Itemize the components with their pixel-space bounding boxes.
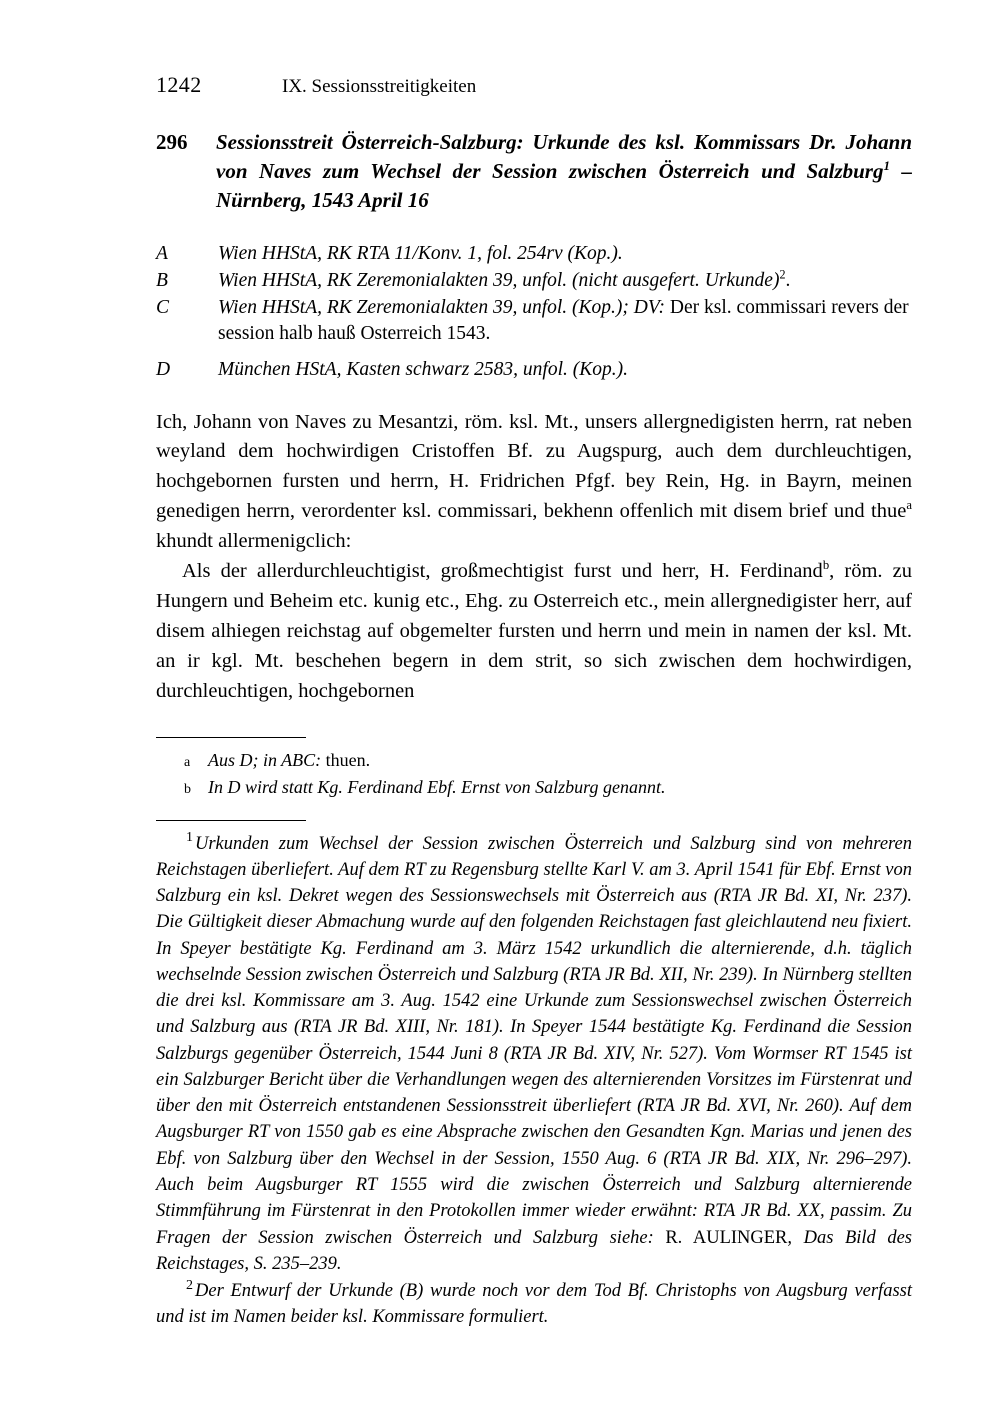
body-paragraph-2-tail: , röm. zu Hungern und Beheim etc. kunig etc., Ehg. zu Osterreich etc., mein allergnedigister herr, auf disem alhiegen reichstag auf obgemelter fursten und herrn und mein in namen der ksl. Mt. an ir kgl. Mt. beschehen begern in dem strit, so sich zwischen dem hochwirdigen, durchleuchtigen, hochgebornen [156,560,913,702]
witness-sigle: A [156,242,168,264]
witness-text-italic: Wien HHStA, RK RTA 11/Konv. 1, fol. 254rv (Kop.). [218,242,623,264]
body-footnote-marker-a: a [906,498,912,513]
running-head [156,72,912,98]
page-number: 1242 [156,72,202,97]
apparatus-rule [156,737,306,738]
witness-text [218,241,912,267]
document-title-footnote-marker: 1 [883,157,890,173]
witness-entry-d [156,357,912,383]
witness-text-roman: Der ksl. commissari revers der session halb hauß Osterreich 1543. [218,297,909,345]
document-title-date: – Nürnberg, 1543 April 16 [216,158,912,212]
footnote-1-text-tail: , Das Bild des Reichstages, S. 235–239. [156,1227,912,1274]
witness-sigle: D [156,359,171,381]
witness-text-roman: . [785,270,791,292]
witness-text-italic: Wien HHStA, RK Zeremonialakten 39, unfol. (Kop.); DV: [218,297,665,319]
footnote-rule [156,820,306,821]
witness-footnote-marker: 2 [779,267,786,282]
body-paragraph-1-text: Ich, Johann von Naves zu Mesantzi, röm. ksl. Mt., unsers allergnedigisten herrn, rat neben weyland dem hochwirdigen Cristoffen Bf. zu Augspurg, auch dem durchleuchtigen, hochgebornen fursten und herrn, H. Fridrichen Pfgf. bey Rein, Hg. in Bayrn, meinen genedigen herrn, verordenter ksl. commissari, bekhenn offenlich mit disem brief und thue [156,410,912,523]
footnote-1 [156,831,912,1278]
body-paragraph-2 [156,557,912,707]
footnote-1-number: 1 [186,830,193,846]
witness-entry-b [156,268,912,294]
body-paragraph-2-text: Als der allerdurchleuchtigist, großmechtigist furst und herr, H. Ferdinand [182,560,823,583]
apparatus-text-roman: thuen. [321,749,371,770]
witness-sigle: B [156,270,168,292]
apparatus-marker: b [184,781,191,797]
body-paragraph-1 [156,408,912,558]
footnote-1-author: R. A [665,1227,707,1248]
document-title-main: Sessionsstreit Österreich-Salzburg: Urkunde des ksl. Kommissars Dr. Johann von Naves zum Wechsel der Session zwischen Österreich und Salzburg [216,130,912,183]
body-footnote-marker-b: b [822,558,830,573]
witness-text-italic: München HStA, Kasten schwarz 2583, unfol. (Kop.). [218,359,629,381]
witness-text [218,268,912,294]
document-number: 296 [156,130,188,154]
apparatus-text-italic: In D wird statt Kg. Ferdinand Ebf. Ernst von Salzburg genannt. [208,776,666,797]
witness-entry-c [156,295,912,347]
footnote-2-text: Der Entwurf der Urkunde (B) wurde noch vor dem Tod Bf. Christophs von Augsburg verfasst und ist im Namen beider ksl. Kommissare formuliert. [156,1281,912,1328]
running-head-title: IX. Sessionsstreitigkeiten [282,76,477,97]
apparatus-marker: a [184,754,191,770]
witness-sigle: C [156,297,170,319]
apparatus-entry-a [156,748,912,773]
body-paragraph-1-tail: khundt allermenigclich: [156,530,352,553]
apparatus-entry-b [156,775,912,800]
witness-entry-a [156,241,912,267]
document-title [216,128,912,215]
footnote-1-author-smallcaps: ULINGER [706,1227,788,1248]
footnote-2-number: 2 [186,1277,193,1293]
document-heading [156,128,912,215]
apparatus-text [208,775,912,799]
witness-text [218,357,912,383]
footnote-1-text: Urkunden zum Wechsel der Session zwischen Österreich und Salzburg sind von mehreren Reichstagen überliefert. Auf dem RT zu Regensburg stellte Karl V. am 3. April 1541 für Ebf. Ernst von Salzburg ein ksl. Dekret wegen des Sessionswechsels mit Österreich aus (RTA JR Bd. XI, Nr. 237). Die Gültigkeit dieser Abmachung wurde auf den folgenden Reichstagen fast gleichlautend neu fixiert. In Speyer bestätigte Kg. Ferdinand am 3. März 1542 urkundlich die alternierende, d.h. täglich wechselnde Session zwischen Österreich und Salzburg (RTA JR Bd. XII, Nr. 239). In Nürnberg stellten die drei ksl. Kommissare am 3. Aug. 1542 eine Urkunde zum Sessionswechsel zwischen Österreich und Salzburg aus (RTA JR Bd. XIII, Nr. 181). In Speyer 1544 bestätigte Kg. Ferdinand die Session Salzburgs gegenüber Österreich, 1544 Juni 8 (RTA JR Bd. XIV, Nr. 527). Vom Wormser RT 1545 ist ein Salzburger Bericht über die Verhandlungen wegen des alternierenden Vorsitzes im Fürstenrat und über den mit Österreich entstandenen Sessionsstreit überliefert (RTA JR Bd. XVI, Nr. 260). Auf dem Augsburger RT von 1550 gab es eine Absprache zwischen den Gesandten Kgn. Marias und jenen des Ebf. von Salzburg über den Wechsel in der Session, 1550 Aug. 6 (RTA JR Bd. XIX, Nr. 296–297). Auch beim Augsburger RT 1555 wird die zwischen Österreich und Salzburg alternierende Stimmführung im Fürstenrat in den Protokollen immer wieder erwähnt: RTA JR Bd. XX, passim. Zu Fragen der Session zwischen Österreich und Salzburg siehe: [156,833,912,1248]
witness-text [218,295,912,347]
footnote-2 [156,1278,912,1331]
witness-text-italic: Wien HHStA, RK Zeremonialakten 39, unfol. (nicht ausgefert. Urkunde) [218,270,780,292]
witness-list [156,241,912,384]
apparatus-text [208,748,912,772]
apparatus-text-italic: Aus D; in ABC: [208,749,322,770]
